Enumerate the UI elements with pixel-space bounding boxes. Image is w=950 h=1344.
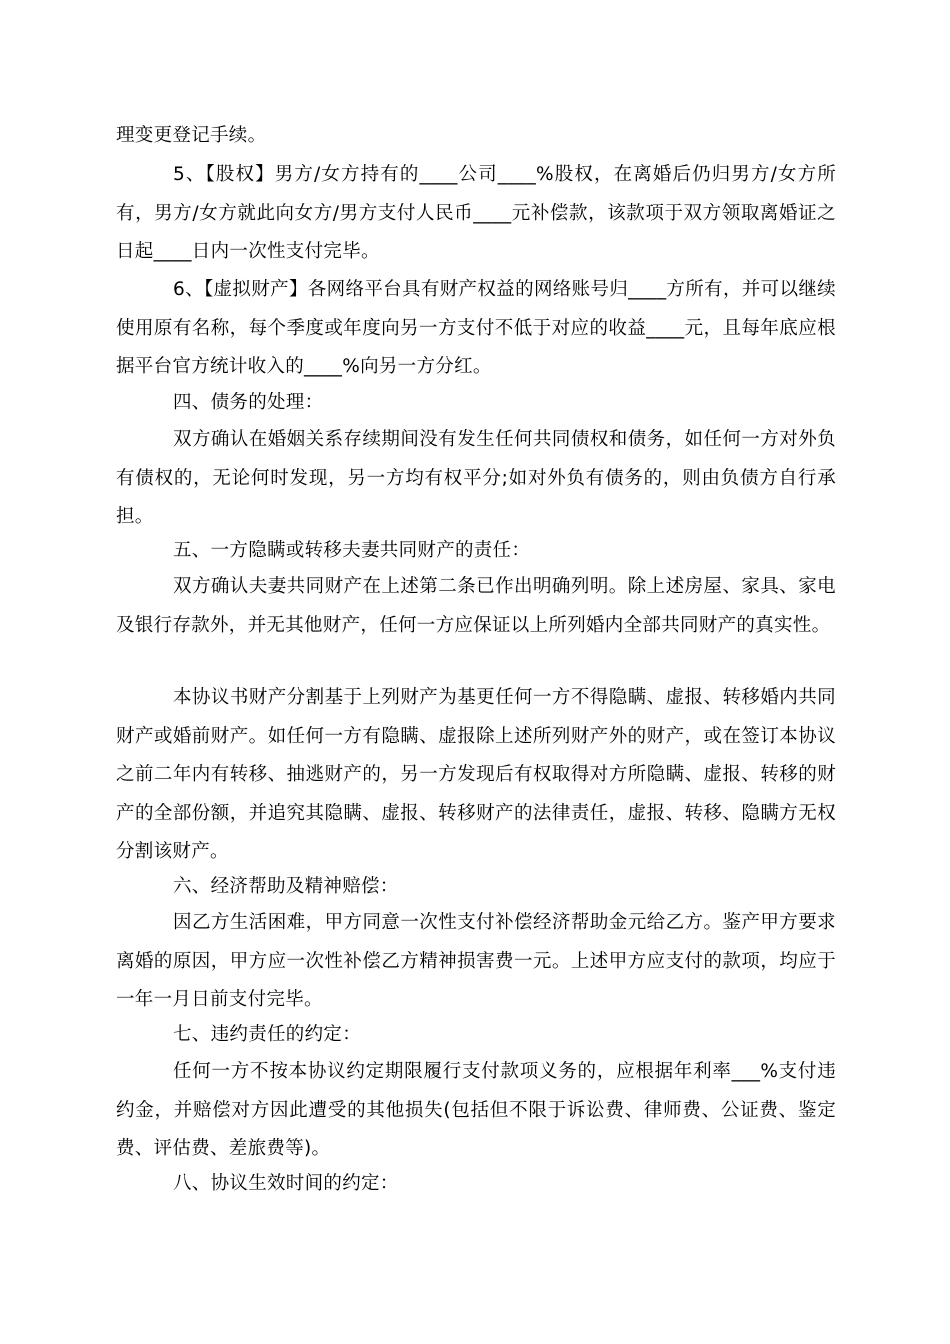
section-heading-breach: 七、违约责任的约定：: [173, 1024, 362, 1045]
paragraph-compensation: 因乙方生活困难，甲方同意一次性支付补偿经济帮助金元给乙方。鉴产甲方要求离婚的原因，甲方应一次性补偿乙方精神损害费一元。上述甲方应支付的款项，均应于一年一月日前支付完毕。: [116, 912, 836, 1010]
section-heading-compensation: 六、经济帮助及精神赔偿：: [173, 876, 399, 897]
paragraph-property-division: 本协议书财产分割基于上列财产为基更任何一方不得隐瞒、虚报、转移婚内共同财产或婚前财产。如任何一方有隐瞒、虚报除上述所列财产外的财产，或在签订本协议之前二年内有转移、抽逃财产的，另一方发现后有权取得对方所隐瞒、虚报、转移的财产的全部份额，并追究其隐瞒、虚报、转移财产的法律责任，虚报、转移、隐瞒方无权分割该财产。: [116, 687, 836, 862]
section-heading-concealment: 五、一方隐瞒或转移夫妻共同财产的责任：: [173, 540, 531, 561]
paragraph-equity: 5、【股权】男方/女方持有的____公司____%股权，在离婚后仍归男方/女方所有，男方/女方就此向女方/男方支付人民币____元补偿款，该款项于双方领取离婚证之日起____日内一次性支付完毕。: [116, 164, 836, 262]
paragraph-breach: 任何一方不按本协议约定期限履行支付款项义务的，应根据年利率___%支付违约金，并赔偿对方因此遭受的其他损失(包括但不限于诉讼费、律师费、公证费、鉴定费、评估费、差旅费等)。: [116, 1061, 836, 1159]
paragraph-virtual-property: 6、【虚拟财产】各网络平台具有财产权益的网络账号归____方所有，并可以继续使用原有名称，每个季度或年度向另一方支付不低于对应的收益____元，且每年底应根据平台官方统计收入的____%向另一方分红。: [116, 279, 836, 377]
paragraph-debt: 双方确认在婚姻关系存续期间没有发生任何共同债权和债务，如任何一方对外负有债权的，无论何时发现，另一方均有权平分;如对外负有债务的，则由负债方自行承担。: [116, 429, 836, 527]
paragraph-joint-property: 双方确认夫妻共同财产在上述第二条已作出明确列明。除上述房屋、家具、家电及银行存款外，并无其他财产，任何一方应保证以上所列婚内全部共同财产的真实性。: [116, 576, 836, 636]
section-heading-debt: 四、债务的处理：: [173, 392, 324, 413]
section-heading-effective-date: 八、协议生效时间的约定：: [173, 1173, 399, 1194]
paragraph-continuation: 理变更登记手续。: [116, 125, 267, 146]
